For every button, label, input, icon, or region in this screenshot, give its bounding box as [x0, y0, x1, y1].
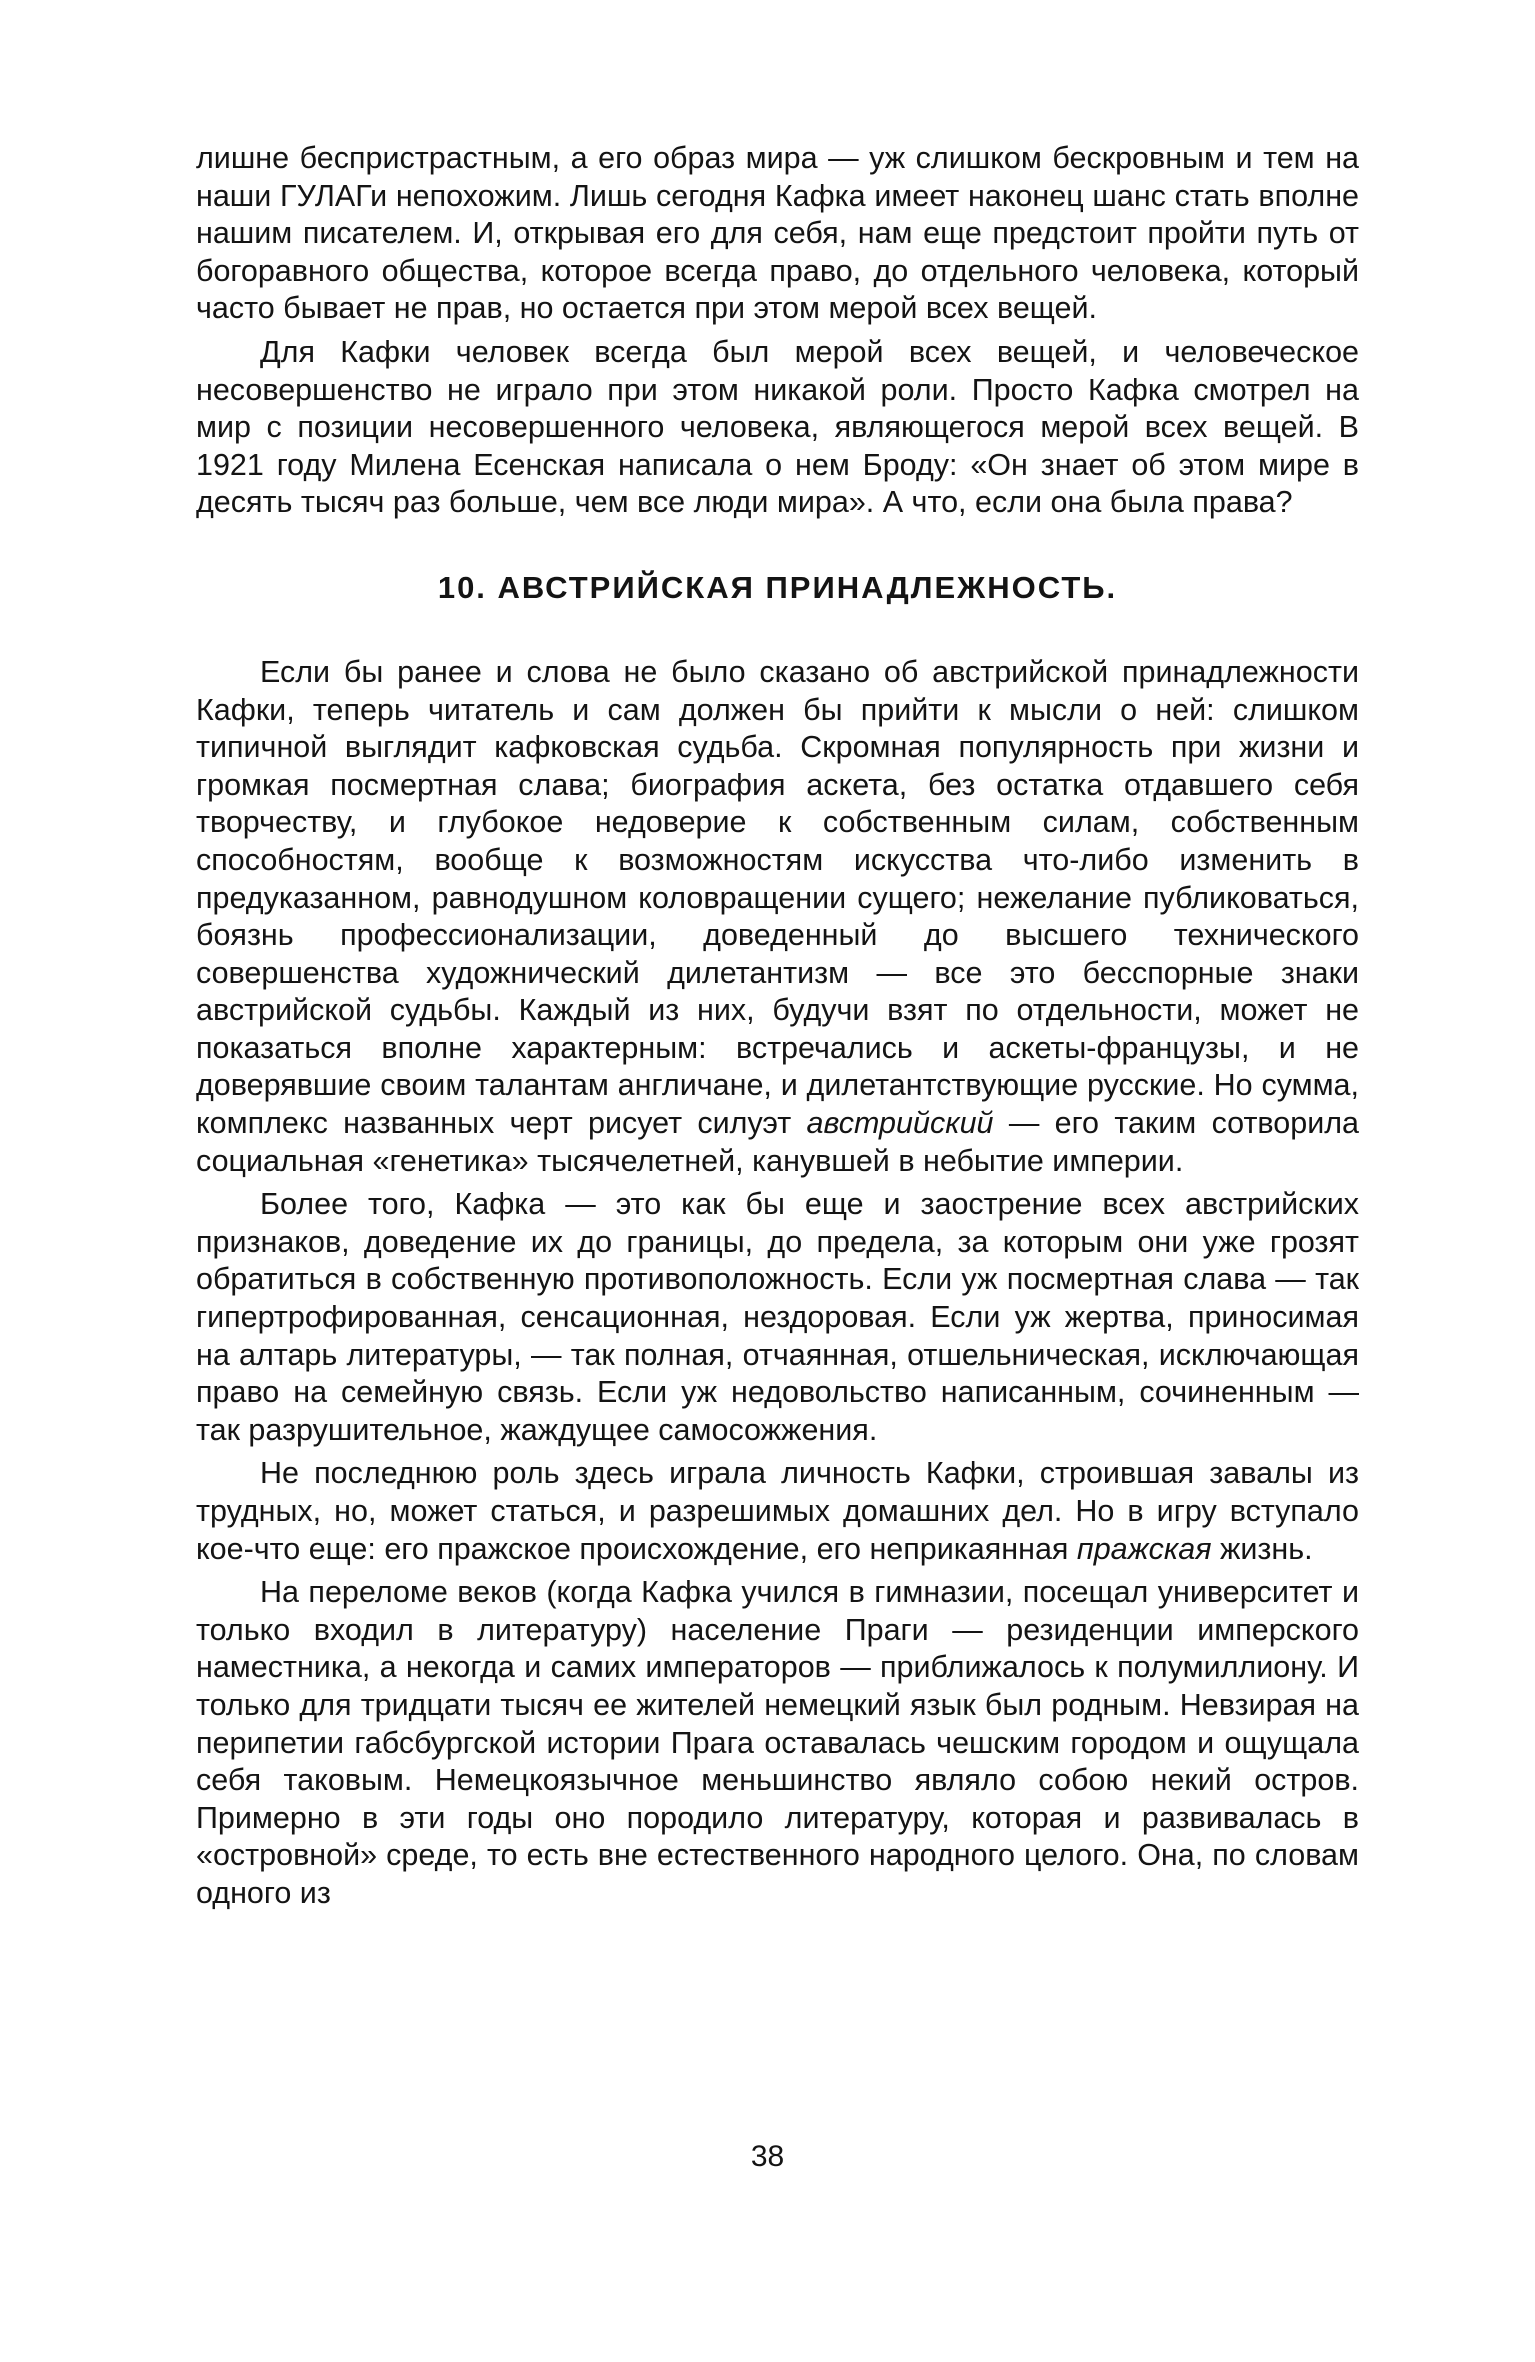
paragraph	[196, 1455, 1359, 1568]
paragraph: Более того, Кафка — это как бы еще и заострение всех австрийских признаков, доведение их до границы, до предела, за которым они уже грозят обратиться в собственную противоположность. Если уж посмертная слава — так гипертрофированная, сенсационная, нездоровая. Если уж жертва, приносимая на алтарь литературы, — так полная, отчаянная, отшельническая, исключающая право на семейную связь. Если уж недовольство написанным, сочиненным — так разрушительное, жаждущее самосожжения.	[196, 1187, 1359, 1447]
paragraph: На переломе веков (когда Кафка учился в гимназии, посещал университет и только входил в литературу) население Праги — резиденции имперского наместника, а некогда и самих императоров — приближалось к полумиллиону. И только для тридцати тысяч ее жителей немецкий язык был родным. Невзирая на перипетии габсбургской истории Прага оставалась чешским городом и ощущала себя таковым. Немецкоязычное меньшинство являло собою некий остров. Примерно в эти годы оно породило литературу, которая и развивалась в «островной» среде, то есть вне естественного народного целого. Она, по словам одного из	[196, 1575, 1359, 1910]
emphasis-text: австрийский	[806, 1106, 994, 1141]
paragraph-text: жизнь.	[1211, 1531, 1313, 1566]
emphasis-text: пражская	[1076, 1531, 1212, 1566]
section-heading: 10. АВСТРИЙСКАЯ ПРИНАДЛЕЖНОСТЬ.	[437, 569, 1118, 605]
page-number: 38	[750, 2140, 785, 2173]
page-body	[196, 140, 1359, 1913]
paragraph	[196, 654, 1359, 1180]
paragraph-text: Если бы ранее и слова не было сказано об австрийской принадлежности Кафки, теперь читатель и сам должен бы прийти к мысли о ней: слишком типичной выглядит кафковская судьба. Скромная популярность при жизни и громкая посмертная слава; биография аскета, без остатка отдавшего себя творчеству, и глубокое недоверие к собственным силам, собственным способностям, вообще к возможностям искусства что-либо изменить в предуказанном, равнодушном коловращении сущего; нежелание публиковаться, боязнь профессионализации, доведенный до высшего технического совершенства художнический дилетантизм — все это бесспорные знаки австрийской судьбы. Каждый из них, будучи взят по отдельности, может не показаться вполне характерным: встречались и аскеты-французы, и не доверявшие своим талантам англичане, и дилетантствующие русские. Но сумма, комплекс названных черт рисует силуэт	[196, 654, 1359, 1141]
paragraph: лишне беспристрастным, а его образ мира — уж слишком бескровным и тем на наши ГУЛАГи непохожим. Лишь сегодня Кафка имеет наконец шанс стать вполне нашим писателем. И, открывая его для себя, нам еще предстоит пройти путь от богоравного общества, которое всегда право, до отдельного человека, который часто бывает не прав, но остается при этом мерой всех вещей.	[196, 141, 1359, 326]
paragraph-text: Не последнюю роль здесь играла личность Кафки, строившая завалы из трудных, но, может статься, и разрешимых домашних дел. Но в игру вступало кое-что еще: его пражское происхождение, его неприкаянная	[196, 1456, 1359, 1566]
paragraph: Для Кафки человек всегда был мерой всех вещей, и человеческое несовершенство не играло при этом никакой роли. Просто Кафка смотрел на мир с позиции несовершенного человека, являющегося мерой всех вещей. В 1921 году Милена Есенская написала о нем Броду: «Он знает об этом мире в десять тысяч раз больше, чем все люди мира». А что, если она была права?	[196, 334, 1359, 520]
paragraph-text: — его таким сотворила социальная «генетика» тысячелетней, канувшей в небытие империи.	[196, 1106, 1360, 1178]
